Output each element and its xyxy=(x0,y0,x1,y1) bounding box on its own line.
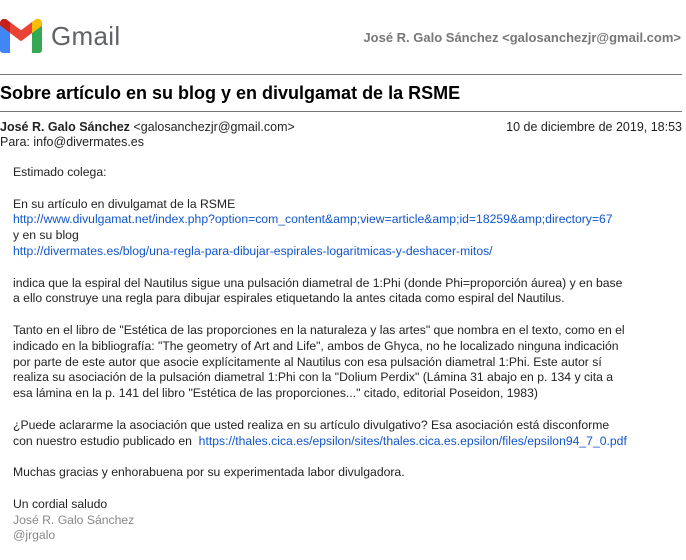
body-text: En su artículo en divulgamat de la RSME xyxy=(13,196,236,211)
paragraph-question xyxy=(13,418,678,450)
message-date: 10 de diciembre de 2019, 18:53 xyxy=(506,120,682,134)
sender-email: <galosanchezjr@gmail.com> xyxy=(133,120,295,134)
greeting: Estimado colega: xyxy=(13,165,107,179)
body-text: ¿Puede aclararme la asociación que usted realiza en su artículo divulgativo? Esa asociación está disconforme xyxy=(13,417,610,432)
paragraph-thanks: Muchas gracias y enhorabuena por su experimentada labor divulgadora. xyxy=(13,465,405,480)
gmail-logo-icon xyxy=(0,19,42,53)
divider xyxy=(0,111,682,112)
closing: Un cordial saludo xyxy=(13,496,108,511)
divider xyxy=(0,74,682,75)
body-text: con nuestro estudio publicado en xyxy=(13,433,192,448)
account-email: José R. Galo Sánchez <galosanchezjr@gmail.com> xyxy=(363,30,681,45)
signature-block xyxy=(13,497,678,544)
body-text: a ello construye una regla para dibujar espirales etiquetando la antes citada como espiral del Nautilus. xyxy=(13,291,565,306)
body-text: indica que la espiral del Nautilus sigue una pulsación diametral de 1:Phi (donde Phi=proporción áurea) y en base xyxy=(13,275,623,290)
recipient: Para: info@divermates.es xyxy=(0,135,145,149)
sender xyxy=(0,119,295,135)
gmail-wordmark: Gmail xyxy=(51,21,121,51)
body-text: Tanto en el libro de "Estética de las proporciones en la naturaleza y las artes" que nombra en el texto, como en el xyxy=(13,322,625,337)
body-text: por parte de este autor que asocie explícitamente al Nautilus con esa pulsación diametral 1:Phi. Este autor sí xyxy=(13,354,602,369)
paragraph-ghyca xyxy=(13,323,678,402)
body-text: esa lámina en la p. 141 del libro "Estética de las proporciones..." citado, editorial Poseidon, 1983) xyxy=(13,386,538,401)
body-text: y en su blog xyxy=(13,228,79,243)
sender-name: José R. Galo Sánchez xyxy=(0,120,130,134)
divulgamat-link[interactable]: http://www.divulgamat.net/index.php?option=com_content&amp;view=article&amp;id=18259&amp;directory=67 xyxy=(13,212,613,227)
email-subject: Sobre artículo en su blog y en divulgamat de la RSME xyxy=(0,83,461,103)
paragraph-nautilus xyxy=(13,276,678,308)
body-text: realiza su asociación de la pulsación diametral 1:Phi con la "Dolium Perdix" (Lámina 31 abajo en p. 134 y cita a xyxy=(13,370,614,385)
header xyxy=(0,0,686,72)
email-body xyxy=(13,165,678,560)
epsilon-pdf-link[interactable]: https://thales.cica.es/epsilon/sites/thales.cica.es.epsilon/files/epsilon94_7_0.pdf xyxy=(198,433,627,448)
signature-name: José R. Galo Sánchez xyxy=(13,512,135,527)
signature-handle: @jrgalo xyxy=(13,528,56,543)
paragraph-references xyxy=(13,197,678,260)
blog-link[interactable]: http://divermates.es/blog/una-regla-para-dibujar-espirales-logaritmicas-y-deshacer-mitos/ xyxy=(13,243,493,258)
body-text: indicado en la bibliografía: "The geometry of Art and Life", ambos de Ghyca, no he localizado ninguna indicación xyxy=(13,338,619,353)
